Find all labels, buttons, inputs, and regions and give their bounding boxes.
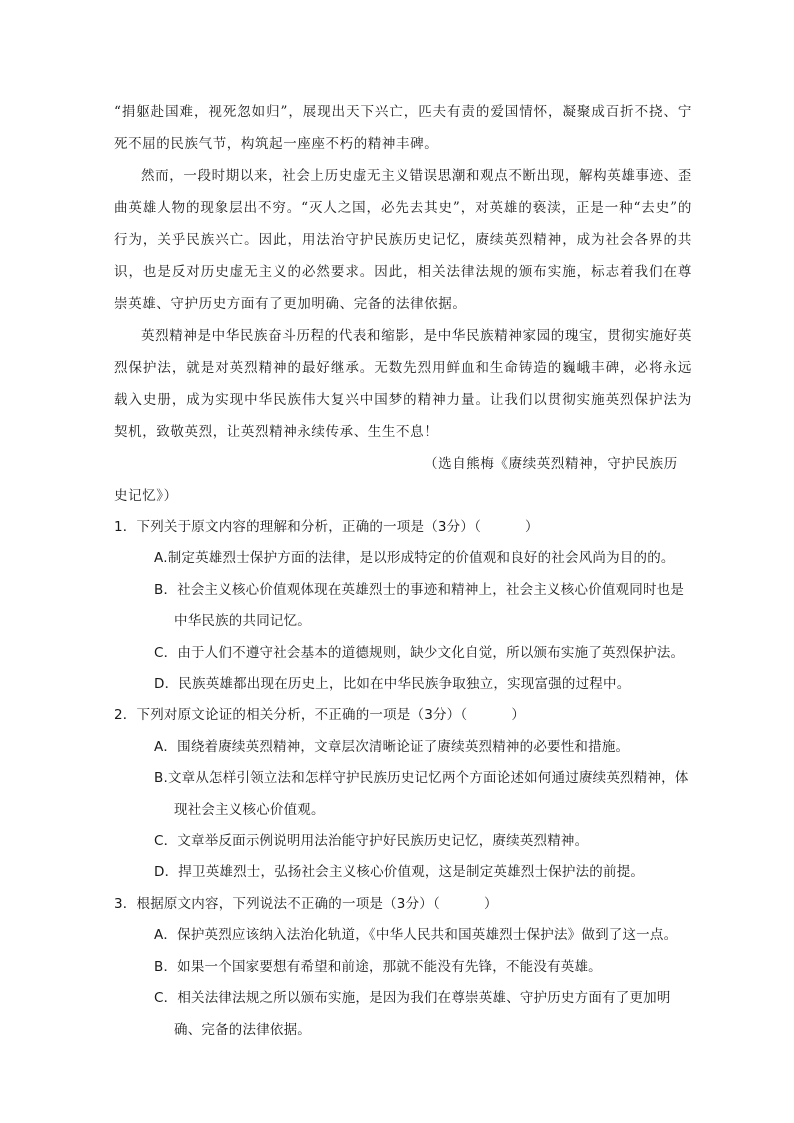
reading-passage <box>114 96 692 512</box>
option-a: A.制定英雄烈士保护方面的法律，是以形成特定的价值观和良好的社会风尚为目的的。 <box>154 550 675 567</box>
option-b: B.文章从怎样引领立法和怎样守护民族历史记忆两个方面论述如何通过赓续英烈精神，体现社会主义核心价值观。 <box>154 770 689 818</box>
question-stem-text: 1．下列关于原文内容的理解和分析，正确的一项是（3分）（ <box>114 519 482 535</box>
option-d: D．民族英雄都出现在历史上，比如在中华民族争取独立，实现富强的过程中。 <box>154 676 631 693</box>
question-1 <box>114 512 692 700</box>
question-stem-close: ） <box>483 895 498 912</box>
question-stem-text: 3．根据原文内容，下列说法不正确的一项是（3分）（ <box>114 895 440 912</box>
option-c: C．相关法律法规之所以颁布实施，是因为我们在尊崇英雄、守护历史方面有了更加明确、完备的法律依据。 <box>154 990 671 1038</box>
question-list <box>114 512 692 1046</box>
option-a: A．围绕着赓续英烈精神，文章层次清晰论证了赓续英烈精神的必要性和措施。 <box>154 738 630 755</box>
option-c: C．由于人们不遵守社会基本的道德规则，缺少文化自觉，所以颁布实施了英烈保护法。 <box>154 644 685 661</box>
passage-source-line-2: 史记忆》） <box>114 488 178 504</box>
document-page <box>114 96 692 1046</box>
passage-paragraph-1: “捐躯赴国难，视死忽如归”，展现出天下兴亡，匹夫有责的爱国情怀，凝聚成百折不挠、宁死不屈的民族气节，构筑起一座座不朽的精神丰碑。 <box>114 104 692 152</box>
option-list <box>114 920 692 1046</box>
question-2 <box>114 700 692 888</box>
option-d: D．捍卫英雄烈士，弘扬社会主义核心价值观，这是制定英雄烈士保护法的前提。 <box>154 864 645 881</box>
option-list <box>114 543 692 700</box>
question-3 <box>114 889 692 1046</box>
passage-paragraph-3: 英烈精神是中华民族奋斗历程的代表和缩影，是中华民族精神家园的瑰宝，贯彻实施好英烈保护法，就是对英烈精神的最好继承。无数先烈用鲜血和生命铸造的巍峨丰碑，必将永远载入史册，成为实现中华民族伟大复兴中国梦的精神力量。让我们以贯彻实施英烈保护法为契机，致敬英烈，让英烈精神永续传承、生生不息！ <box>114 328 692 440</box>
option-a: A．保护英烈应该纳入法治化轨道，《中华人民共和国英雄烈士保护法》做到了这一点。 <box>154 927 678 944</box>
option-c: C．文章举反面示例说明用法治能守护好民族历史记忆，赓续英烈精神。 <box>154 833 589 850</box>
question-stem <box>114 512 692 543</box>
question-stem-close: ） <box>525 519 539 535</box>
passage-source-line-1: （选自熊梅《赓续英烈精神，守护民族历 <box>424 456 678 472</box>
option-b: B．如果一个国家要想有希望和前途，那就不能没有先锋，不能没有英雄。 <box>154 958 602 975</box>
question-stem <box>114 889 692 920</box>
option-list <box>114 732 692 889</box>
passage-paragraph-2: 然而，一段时期以来，社会上历史虚无主义错误思潮和观点不断出现，解构英雄事迹、歪曲英雄人物的现象层出不穷。“灭人之国，必先去其史”，对英雄的亵渎，正是一种“去史”的行为，关乎民族兴亡。因此，用法治守护民族历史记忆，赓续英烈精神，成为社会各界的共识，也是反对历史虚无主义的必然要求。因此，相关法律法规的颁布实施，标志着我们在尊崇英雄、守护历史方面有了更加明确、完备的法律依据。 <box>114 168 692 312</box>
option-b: B．社会主义核心价值观体现在英雄烈士的事迹和精神上，社会主义核心价值观同时也是中华民族的共同记忆。 <box>154 581 685 630</box>
question-stem <box>114 700 692 731</box>
question-stem-close: ） <box>511 707 526 724</box>
question-stem-text: 2．下列对原文论证的相关分析，不正确的一项是（3分）（ <box>114 707 468 724</box>
